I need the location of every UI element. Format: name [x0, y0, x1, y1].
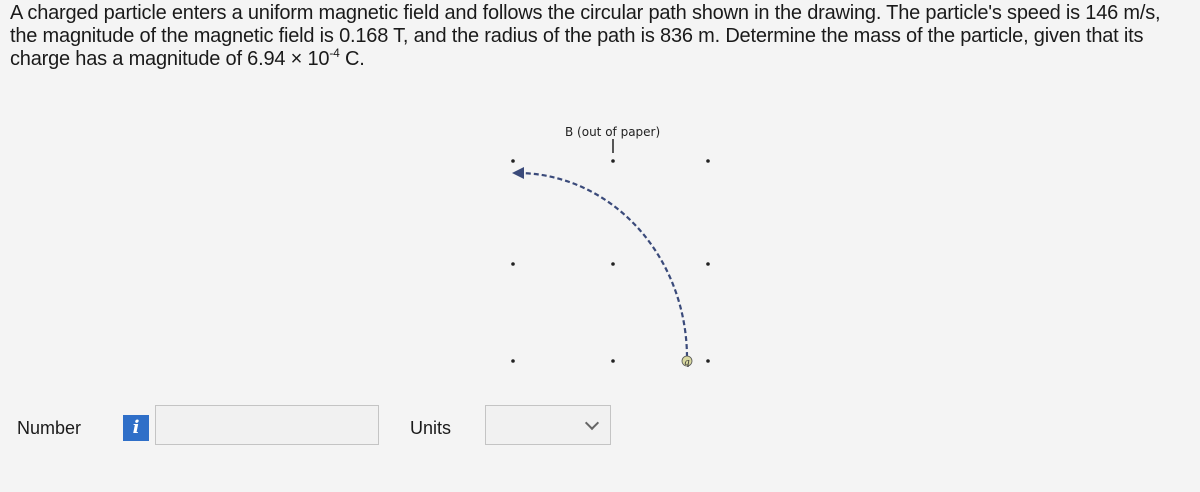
- answer-row: [0, 400, 1200, 450]
- number-label: Number: [17, 418, 82, 438]
- field-dot: [706, 262, 710, 266]
- magnetic-field-diagram: [495, 115, 735, 385]
- field-dot: [611, 262, 615, 266]
- units-label: Units: [410, 418, 452, 438]
- question-text-end: C.: [339, 48, 365, 70]
- chevron-down-icon: [585, 416, 599, 430]
- info-icon[interactable]: i: [123, 415, 149, 441]
- field-dot: [706, 359, 710, 363]
- circular-path: [519, 173, 687, 357]
- field-dot: [511, 262, 515, 266]
- question-exponent: -4: [329, 46, 340, 60]
- path-arrowhead: [512, 167, 524, 179]
- field-dot: [511, 359, 515, 363]
- number-input[interactable]: [155, 405, 379, 445]
- question-text: [10, 2, 1190, 71]
- units-dropdown[interactable]: [485, 405, 611, 445]
- charge-label: q: [684, 358, 690, 368]
- field-dot: [611, 159, 615, 163]
- question-text-main: A charged particle enters a uniform magnetic field and follows the circular path shown in the drawing. The particle's speed is 146 m/s, the magnitude of the magnetic field is 0.168 T, and the radius of the path is 836 m. Determine the mass of the particle, given that its charge has a magnitude of 6.94 × 10: [10, 2, 1161, 70]
- diagram-svg: [495, 115, 735, 385]
- field-dot: [611, 359, 615, 363]
- field-dot: [706, 159, 710, 163]
- field-label: B (out of paper): [565, 125, 661, 139]
- field-dot: [511, 159, 515, 163]
